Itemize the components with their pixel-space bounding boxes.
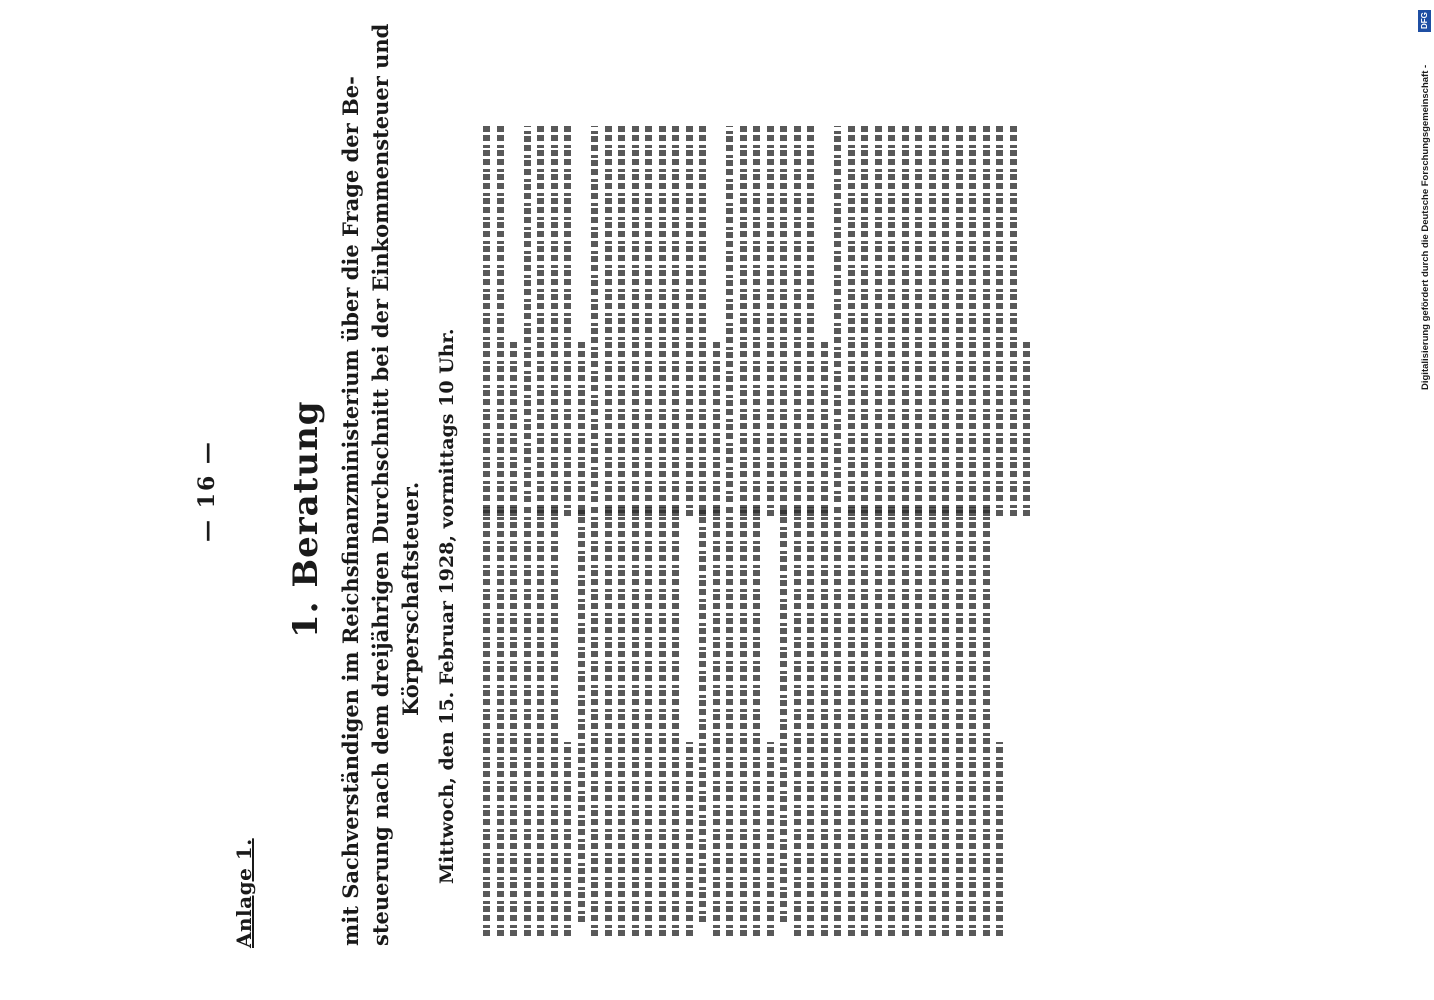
document-heading: 1. Beratung bbox=[286, 400, 326, 638]
text-column-right bbox=[480, 126, 1034, 516]
page-number: — 16 — bbox=[194, 440, 220, 542]
text-column-left bbox=[480, 506, 1007, 936]
annex-label: Anlage 1. bbox=[232, 838, 256, 948]
subheading-line-2: steuerung nach dem dreijährigen Durchschnitt bei der Einkommensteuer und bbox=[368, 23, 393, 946]
digitization-credit: Digitalisierung gefördert durch die Deutsche Forschungsgemeinschaft - bbox=[1420, 64, 1431, 390]
subheading-line-1: mit Sachverständigen im Reichsfinanzministerium über die Frage der Be- bbox=[338, 76, 363, 946]
subheading-line-3: Körperschaftsteuer. bbox=[398, 481, 423, 716]
dfg-logo-icon: DFG bbox=[1418, 10, 1431, 32]
document-page bbox=[100, 23, 1420, 976]
date-line: Mittwoch, den 15. Februar 1928, vormittags 10 Uhr. bbox=[436, 328, 458, 884]
